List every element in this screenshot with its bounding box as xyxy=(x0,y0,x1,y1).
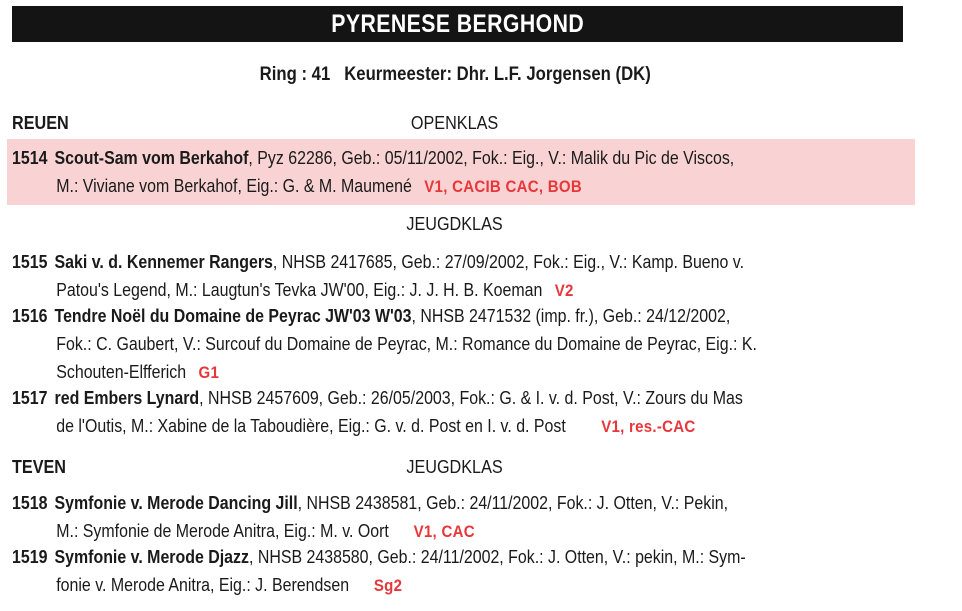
entry-details-cont: M.: Viviane vom Berkahof, Eig.: G. & M. Maumené xyxy=(56,176,412,196)
dog-name: Symfonie v. Merode Dancing Jill xyxy=(54,493,298,513)
section-label-males xyxy=(12,113,75,134)
entry-details-cont: fonie v. Merode Anitra, Eig.: J. Berendsen xyxy=(56,575,350,595)
section-label-females xyxy=(12,457,72,478)
entry-number: 1514 xyxy=(12,148,48,168)
class-label-open-text: OPENKLAS xyxy=(411,113,499,133)
entry-details: , NHSB 2417685, Geb.: 27/09/2002, Fok.: Eig., V.: Kamp. Bueno v. xyxy=(272,252,745,272)
entry-details: , Pyz 62286, Geb.: 05/11/2002, Fok.: Eig., V.: Malik du Pic de Viscos, xyxy=(248,148,735,168)
ring-judge-line xyxy=(0,64,910,86)
award-badge: G1 xyxy=(198,363,220,382)
page-title xyxy=(12,6,903,42)
class-label-youth-females xyxy=(300,457,610,478)
entry-details-cont: Schouten-Elfferich xyxy=(56,362,187,382)
class-label-youth-males-text: JEUGDKLAS xyxy=(406,214,504,234)
class-label-open xyxy=(300,113,610,134)
ring-judge-text: Ring : 41 Keurmeester: Dhr. L.F. Jorgensen (DK) xyxy=(259,64,651,85)
dog-name: Scout-Sam vom Berkahof xyxy=(54,148,249,168)
entry-details-cont: Patou's Legend, M.: Laugtun's Tevka JW'00, Eig.: J. J. H. B. Koeman xyxy=(56,280,543,300)
entry-number: 1517 xyxy=(12,388,48,408)
dog-name: Symfonie v. Merode Djazz xyxy=(54,547,249,567)
entry-1514 xyxy=(12,144,912,201)
entry-number: 1516 xyxy=(12,306,48,326)
entry-details-cont: de l'Outis, M.: Xabine de la Taboudière, Eig.: G. v. d. Post en I. v. d. Post xyxy=(56,416,566,436)
entry-details-cont: M.: Symfonie de Merode Anitra, Eig.: M. v. Oort xyxy=(56,521,389,541)
entry-1517 xyxy=(12,384,912,441)
entry-details: , NHSB 2438581, Geb.: 24/11/2002, Fok.: J. Otten, V.: Pekin, xyxy=(297,493,729,513)
class-label-youth-males xyxy=(300,214,610,235)
entry-1519 xyxy=(12,543,912,600)
entry-1515 xyxy=(12,248,912,305)
dog-name: red Embers Lynard xyxy=(54,388,200,408)
section-label-males-text: REUEN xyxy=(12,113,69,133)
award-badge: V2 xyxy=(554,281,574,300)
entry-details: , NHSB 2438580, Geb.: 24/11/2002, Fok.: J. Otten, V.: pekin, M.: Sym- xyxy=(248,547,746,567)
title-text: PYRENESE BERGHOND xyxy=(331,10,584,38)
entry-1518 xyxy=(12,489,912,546)
award-badge: V1, res.-CAC xyxy=(601,417,696,436)
entry-number: 1515 xyxy=(12,252,48,272)
award-badge: Sg2 xyxy=(373,576,403,595)
entry-details-cont: Fok.: C. Gaubert, V.: Surcouf du Domaine de Peyrac, M.: Romance du Domaine de Peyrac, Eig.: K. xyxy=(56,334,757,354)
class-label-youth-females-text: JEUGDKLAS xyxy=(406,457,504,477)
award-badge: V1, CACIB CAC, BOB xyxy=(424,177,583,196)
entry-details: , NHSB 2471532 (imp. fr.), Geb.: 24/12/2002, xyxy=(411,306,731,326)
dog-name: Tendre Noël du Domaine de Peyrac JW'03 W'03 xyxy=(54,306,412,326)
entry-details: , NHSB 2457609, Geb.: 26/05/2003, Fok.: G. & I. v. d. Post, V.: Zours du Mas xyxy=(199,388,743,408)
section-label-females-text: TEVEN xyxy=(12,457,67,477)
award-badge: V1, CAC xyxy=(413,522,475,541)
dog-name: Saki v. d. Kennemer Rangers xyxy=(54,252,273,272)
entry-number: 1519 xyxy=(12,547,48,567)
entry-1516 xyxy=(12,302,912,387)
entry-number: 1518 xyxy=(12,493,48,513)
